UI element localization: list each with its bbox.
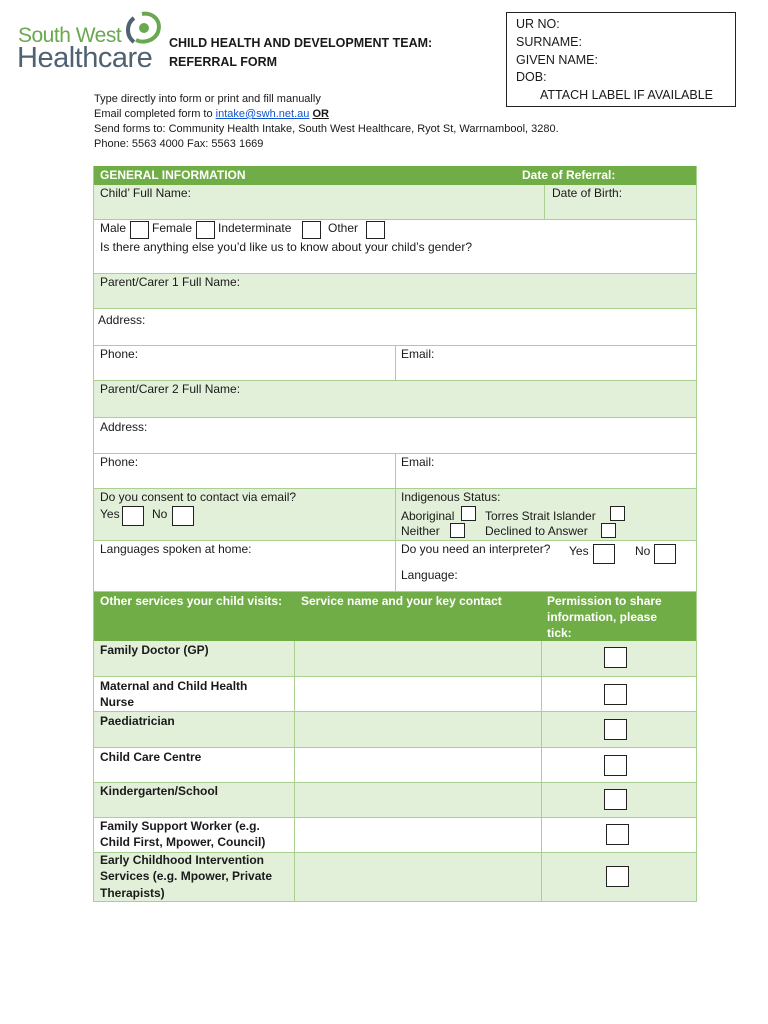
- permission-checkbox[interactable]: [606, 824, 629, 845]
- patient-label-box: [506, 12, 736, 107]
- phone-email2-row: [93, 454, 697, 489]
- email2-label: Email:: [401, 455, 435, 469]
- parent2-name-label: Parent/Carer 2 Full Name:: [100, 382, 241, 396]
- gender-row: [93, 220, 697, 274]
- neither-label: Neither: [401, 524, 440, 538]
- parent1-name-label: Parent/Carer 1 Full Name:: [100, 275, 241, 289]
- interpreter-yes-checkbox[interactable]: [593, 544, 615, 564]
- phone-email1-row: [93, 346, 697, 381]
- address1-row[interactable]: [93, 309, 697, 346]
- permission-checkbox[interactable]: [604, 684, 627, 705]
- surname-label: SURNAME:: [516, 35, 582, 49]
- instruction-line1: Type directly into form or print and fill manually: [94, 93, 321, 105]
- phone1-label: Phone:: [100, 347, 139, 361]
- indeterminate-label: Indeterminate: [218, 221, 292, 235]
- permission-checkbox[interactable]: [604, 647, 627, 668]
- service-name: Kindergarten/School: [100, 784, 219, 798]
- service-name-line2: Services (e.g. Mpower, Private: [100, 869, 273, 883]
- logo-text-south-west: South West: [18, 24, 122, 47]
- services-col3-header-line3: tick:: [547, 626, 572, 640]
- or-text: OR: [312, 108, 329, 120]
- other-checkbox[interactable]: [366, 221, 385, 239]
- service-row: [93, 677, 697, 712]
- torres-strait-label: Torres Strait Islander: [485, 509, 596, 523]
- indigenous-status-label: Indigenous Status:: [401, 490, 501, 504]
- service-name-line1: Early Childhood Intervention: [100, 853, 265, 867]
- service-row: [93, 641, 697, 677]
- languages-label: Languages spoken at home:: [100, 542, 252, 556]
- language-label: Language:: [401, 568, 458, 582]
- services-header: [93, 592, 697, 641]
- instruction-line3: Send forms to: Community Health Intake, South West Healthcare, Ryot St, Warrnambool, 3280.: [94, 123, 559, 135]
- declined-label: Declined to Answer: [485, 524, 588, 538]
- intake-email-link[interactable]: intake@swh.net.au: [215, 108, 310, 120]
- male-label: Male: [100, 221, 127, 235]
- services-col2-header: Service name and your key contact: [301, 594, 502, 608]
- instruction-line4: Phone: 5563 4000 Fax: 5563 1669: [94, 138, 264, 150]
- interpreter-no-label: No: [635, 544, 651, 558]
- service-row: [93, 853, 697, 902]
- permission-checkbox[interactable]: [604, 755, 627, 776]
- parent1-name-row[interactable]: [93, 274, 697, 309]
- service-row: [93, 748, 697, 783]
- consent-question: Do you consent to contact via email?: [100, 490, 297, 504]
- general-info-title: GENERAL INFORMATION: [100, 168, 246, 182]
- general-info-header: [93, 166, 697, 185]
- service-name: Family Doctor (GP): [100, 643, 209, 657]
- dob-label: DOB:: [516, 70, 547, 84]
- consent-indigenous-row: [93, 489, 697, 541]
- phone2-label: Phone:: [100, 455, 139, 469]
- other-label: Other: [328, 221, 359, 235]
- form-title-line2: REFERRAL FORM: [169, 55, 278, 69]
- male-checkbox[interactable]: [130, 221, 149, 239]
- torres-strait-checkbox[interactable]: [610, 506, 625, 521]
- indeterminate-checkbox[interactable]: [302, 221, 321, 239]
- gender-question: Is there anything else you’d like us to know about your child’s gender?: [100, 240, 473, 254]
- language-interpreter-row: [93, 541, 697, 592]
- child-name-row[interactable]: [93, 185, 697, 220]
- service-name-line1: Family Support Worker (e.g.: [100, 819, 260, 833]
- email-prefix: Email completed form to: [94, 108, 216, 120]
- interpreter-question: Do you need an interpreter?: [401, 542, 551, 556]
- aboriginal-label: Aboriginal: [401, 509, 455, 523]
- consent-no-checkbox[interactable]: [172, 506, 194, 526]
- attach-label-note: ATTACH LABEL IF AVAILABLE: [540, 88, 713, 102]
- date-referral-label: Date of Referral:: [522, 168, 616, 182]
- child-name-label: Child’ Full Name:: [100, 186, 191, 200]
- service-row: [93, 712, 697, 748]
- neither-checkbox[interactable]: [450, 523, 465, 538]
- service-name-line1: Maternal and Child Health: [100, 679, 248, 693]
- email1-label: Email:: [401, 347, 435, 361]
- instruction-line2: [94, 108, 329, 120]
- logo-text-healthcare: Healthcare: [17, 42, 153, 74]
- interpreter-yes-label: Yes: [569, 544, 589, 558]
- aboriginal-checkbox[interactable]: [461, 506, 476, 521]
- address2-label: Address:: [100, 420, 148, 434]
- ur-no-label: UR NO:: [516, 17, 560, 31]
- interpreter-no-checkbox[interactable]: [654, 544, 676, 564]
- logo-swirl-icon: [122, 10, 164, 50]
- female-checkbox[interactable]: [196, 221, 215, 239]
- address1-label: Address:: [98, 313, 146, 327]
- consent-no-label: No: [152, 507, 168, 521]
- dob-field-label: Date of Birth:: [552, 186, 623, 200]
- parent2-name-row[interactable]: [93, 381, 697, 418]
- given-name-label: GIVEN NAME:: [516, 53, 598, 67]
- form-title-line1: CHILD HEALTH AND DEVELOPMENT TEAM:: [169, 36, 433, 50]
- service-name-line3: Therapists): [100, 886, 165, 900]
- address2-row[interactable]: [93, 418, 697, 454]
- female-label: Female: [152, 221, 193, 235]
- referral-form: [93, 166, 697, 902]
- permission-checkbox[interactable]: [604, 789, 627, 810]
- service-row: [93, 783, 697, 818]
- service-name-line2: Child First, Mpower, Council): [100, 835, 266, 849]
- service-name: Paediatrician: [100, 714, 175, 728]
- consent-yes-checkbox[interactable]: [122, 506, 144, 526]
- services-col3-header-line2: information, please: [547, 610, 658, 624]
- declined-checkbox[interactable]: [601, 523, 616, 538]
- service-name-line2: Nurse: [100, 695, 135, 709]
- consent-yes-label: Yes: [100, 507, 120, 521]
- services-col1-header: Other services your child visits:: [100, 594, 283, 608]
- services-col3-header-line1: Permission to share: [547, 594, 662, 608]
- service-row: [93, 818, 697, 853]
- permission-checkbox[interactable]: [606, 866, 629, 887]
- service-name: Child Care Centre: [100, 750, 202, 764]
- permission-checkbox[interactable]: [604, 719, 627, 740]
